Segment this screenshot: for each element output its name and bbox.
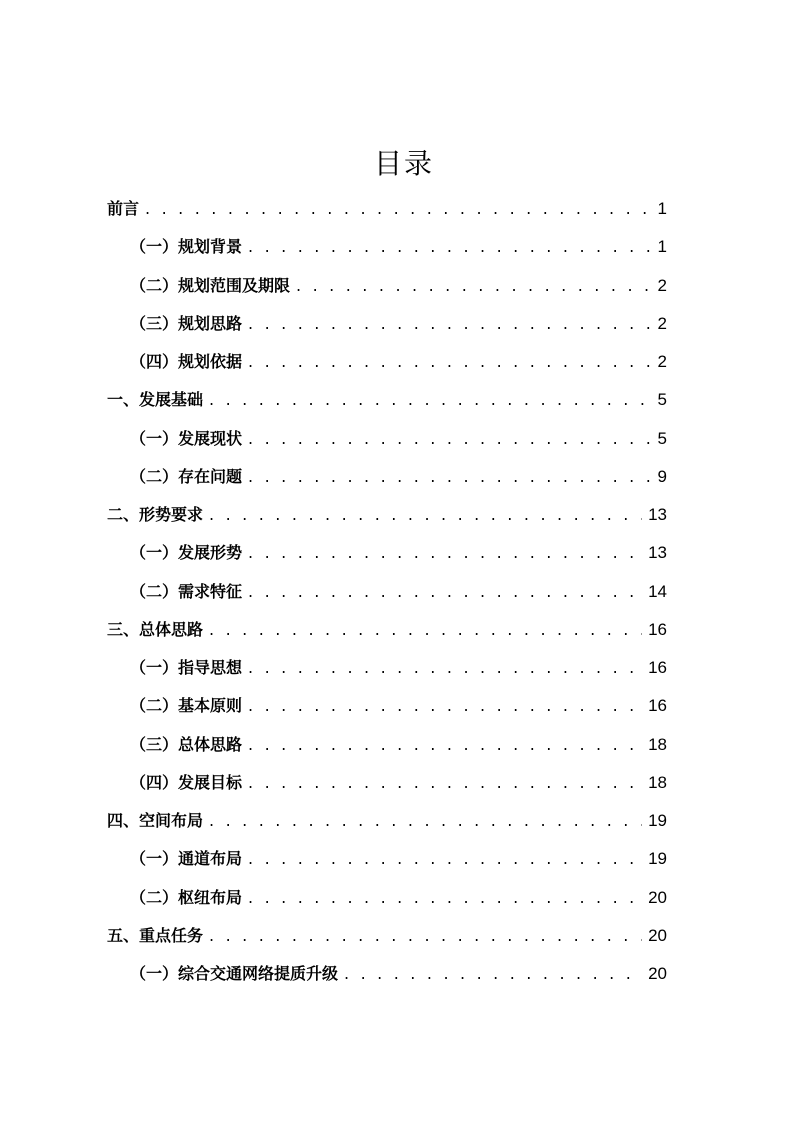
toc-entry-page: 16: [648, 696, 667, 716]
toc-entry-page: 13: [648, 505, 667, 524]
toc-entry-label: （一）综合交通网络提质升级: [130, 964, 339, 983]
toc-entry[interactable]: [107, 234, 667, 272]
dot-leader: [248, 352, 652, 371]
dot-leader: [248, 696, 642, 715]
dot-leader: [209, 505, 642, 524]
toc-entry-page: 9: [657, 466, 667, 486]
toc-entry[interactable]: [107, 770, 667, 808]
dot-leader: [209, 926, 642, 945]
toc-entry-label: 二、形势要求: [107, 505, 204, 524]
toc-entry-label: （四）规划依据: [130, 352, 243, 371]
toc-entry[interactable]: [107, 464, 667, 502]
toc-entry-page: 14: [648, 581, 667, 601]
toc-entry-page: 1: [657, 199, 667, 218]
toc-entry[interactable]: [107, 617, 667, 655]
toc-entry-page: 20: [648, 887, 667, 907]
toc-entry[interactable]: [107, 579, 667, 617]
toc-entry-label: （四）发展目标: [130, 772, 243, 792]
table-of-contents: [107, 196, 667, 999]
toc-entry[interactable]: [107, 540, 667, 578]
toc-entry[interactable]: [107, 693, 667, 731]
page-title: 目录: [373, 147, 434, 180]
toc-entry-label: （二）基本原则: [130, 696, 243, 716]
toc-entry-label: 四、空间布局: [107, 811, 204, 830]
toc-entry[interactable]: [107, 311, 667, 349]
toc-entry-page: 19: [648, 811, 667, 830]
toc-entry-label: （一）发展现状: [130, 428, 243, 448]
toc-entry-page: 13: [648, 543, 667, 563]
dot-leader: [248, 582, 642, 601]
toc-entry-label: （二）枢纽布局: [130, 887, 243, 907]
toc-entry-label: （一）发展形势: [130, 543, 243, 563]
toc-entry-page: 2: [657, 275, 667, 295]
dot-leader: [248, 543, 642, 562]
toc-entry-label: （二）需求特征: [130, 581, 243, 601]
toc-entry-page: 1: [657, 237, 667, 257]
dot-leader: [248, 467, 652, 486]
toc-entry-page: 2: [657, 352, 667, 371]
toc-entry-page: 16: [648, 619, 667, 639]
toc-entry-label: （一）规划背景: [130, 237, 243, 257]
toc-entry[interactable]: [107, 273, 667, 311]
toc-entry-page: 20: [648, 925, 667, 945]
dot-leader: [209, 390, 652, 409]
dot-leader: [145, 199, 652, 218]
toc-entry[interactable]: [107, 732, 667, 770]
toc-entry[interactable]: [107, 808, 667, 846]
toc-entry-label: （三）总体思路: [130, 734, 243, 754]
dot-leader: [248, 773, 642, 792]
toc-entry-label: （一）通道布局: [130, 849, 243, 869]
toc-entry-page: 5: [657, 428, 667, 448]
toc-entry-page: 20: [648, 964, 667, 983]
dot-leader: [296, 276, 652, 295]
toc-entry-label: 前言: [107, 199, 140, 218]
toc-entry-label: 一、发展基础: [107, 390, 204, 410]
dot-leader: [209, 620, 642, 639]
dot-leader: [209, 811, 642, 830]
toc-entry[interactable]: [107, 885, 667, 923]
toc-entry[interactable]: [107, 655, 667, 693]
dot-leader: [344, 964, 642, 983]
dot-leader: [248, 849, 642, 868]
toc-entry[interactable]: [107, 923, 667, 961]
toc-entry-label: 三、总体思路: [107, 619, 204, 639]
toc-entry-page: 19: [648, 849, 667, 869]
dot-leader: [248, 735, 642, 754]
dot-leader: [248, 888, 642, 907]
toc-entry[interactable]: [107, 502, 667, 540]
toc-entry-label: （一）指导思想: [130, 658, 243, 677]
dot-leader: [248, 314, 652, 333]
toc-entry-label: （二）存在问题: [130, 466, 243, 486]
toc-entry-page: 2: [657, 313, 667, 333]
toc-entry-label: （三）规划思路: [130, 313, 243, 333]
dot-leader: [248, 429, 652, 448]
toc-entry-label: （二）规划范围及期限: [130, 275, 291, 295]
toc-entry-page: 18: [648, 772, 667, 792]
toc-entry[interactable]: [107, 387, 667, 425]
toc-entry[interactable]: [107, 961, 667, 999]
toc-entry-page: 18: [648, 734, 667, 754]
dot-leader: [248, 658, 642, 677]
toc-entry[interactable]: [107, 846, 667, 884]
toc-entry-label: 五、重点任务: [107, 925, 204, 945]
toc-entry[interactable]: [107, 196, 667, 234]
toc-entry[interactable]: [107, 349, 667, 387]
dot-leader: [248, 237, 652, 256]
toc-entry[interactable]: [107, 426, 667, 464]
toc-entry-page: 16: [648, 658, 667, 677]
toc-entry-page: 5: [657, 390, 667, 410]
